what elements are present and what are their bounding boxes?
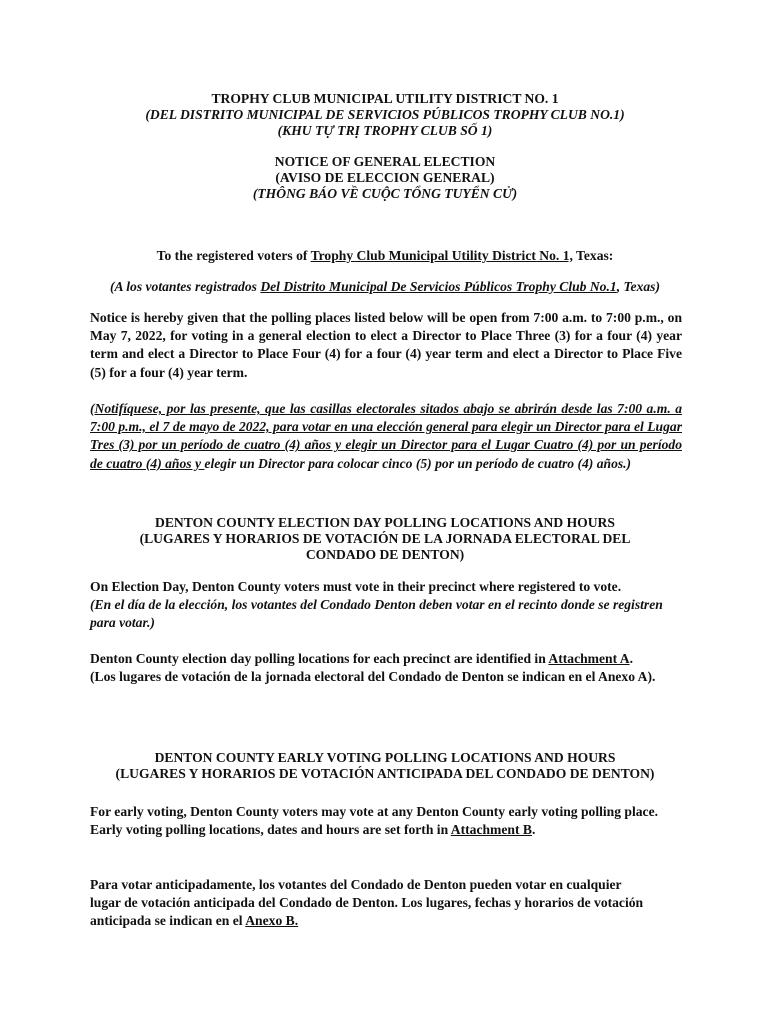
election-day-heading-es-2: CONDADO DE DENTON)	[305, 547, 465, 562]
notice-header	[0, 154, 770, 202]
early-voting-es-prefix: Para votar anticipadamente, los votantes del Condado de Denton pueden votar en cualquier lugar de votación anticipada del Condado de Denton. Los lugares, fechas y horarios de votación anticipada se indican en el	[90, 877, 644, 929]
early-voting-heading	[0, 750, 770, 782]
early-voting-text-en	[90, 803, 668, 839]
election-day-heading	[0, 515, 770, 563]
early-voting-text-es	[90, 876, 650, 931]
election-day-rule-en: On Election Day, Denton County voters must vote in their precinct where registered to vote.	[90, 579, 622, 594]
address-es-district: Del Distrito Municipal De Servicios Públicos Trophy Club No.1	[260, 278, 617, 294]
notice-title-en: NOTICE OF GENERAL ELECTION	[274, 154, 496, 169]
early-voting-en-suffix: .	[531, 822, 536, 838]
notice-body-es-underlined: (Notifíquese, por las presente, que las casillas electorales sitados abajo se abrirán desde las 7:00 a.m. a 7:00 p.m., el 7 de mayo de 2022, para votar en una elección general para elegir un Director para el Lugar Tres (3) por un período de cuatro (4) años y elegir un Director para el Lugar Cuatro (4) por un período de cuatro (4) años y	[90, 401, 682, 471]
district-title-en: TROPHY CLUB MUNICIPAL UTILITY DISTRICT NO. 1	[211, 91, 559, 106]
election-day-rule	[90, 578, 682, 633]
district-header	[0, 91, 770, 139]
election-day-locations-es: (Los lugares de votación de la jornada electoral del Condado de Denton se indican en el Anexo A).	[90, 669, 656, 685]
election-day-locations	[90, 650, 682, 686]
election-day-rule-es: (En el día de la elección, los votantes del Condado Denton deben votar en el recinto donde se registren para votar.)	[90, 597, 663, 631]
early-voting-heading-es: (LUGARES Y HORARIOS DE VOTACIÓN ANTICIPADA DEL CONDADO DE DENTON)	[115, 766, 655, 781]
attachment-a-link[interactable]: Attachment A	[548, 651, 630, 666]
district-title-vi: (KHU TỰ TRỊ TROPHY CLUB SỐ 1)	[277, 123, 493, 138]
address-es-prefix: (A los votantes registrados	[110, 278, 261, 294]
early-voting-heading-en: DENTON COUNTY EARLY VOTING POLLING LOCATIONS AND HOURS	[154, 750, 616, 765]
notice-body-es	[90, 400, 682, 473]
locations-en-suffix: .	[629, 651, 633, 666]
election-day-heading-es-1: (LUGARES Y HORARIOS DE VOTACIÓN DE LA JORNADA ELECTORAL DEL	[139, 531, 631, 546]
district-title-es: (DEL DISTRITO MUNICIPAL DE SERVICIOS PÚBLICOS TROPHY CLUB NO.1)	[145, 107, 625, 122]
address-en-suffix: Texas:	[572, 247, 614, 263]
anexo-b-link[interactable]: Anexo B.	[245, 913, 299, 929]
attachment-b-link[interactable]: Attachment B	[450, 822, 532, 838]
notice-title-es: (AVISO DE ELECCION GENERAL)	[275, 170, 495, 185]
early-voting-en-prefix: For early voting, Denton County voters may vote at any Denton County early voting polling place. Early voting polling locations, dates and hours are set forth in	[90, 804, 659, 838]
address-line-en	[0, 248, 770, 264]
notice-body-es-plain: elegir un Director para colocar cinco (5) por un período de cuatro (4) años.)	[204, 455, 632, 471]
election-day-heading-en: DENTON COUNTY ELECTION DAY POLLING LOCATIONS AND HOURS	[155, 515, 615, 530]
notice-title-vi: (THÔNG BÁO VỀ CUỘC TỔNG TUYỂN CỬ)	[252, 186, 518, 201]
notice-body-en: Notice is hereby given that the polling places listed below will be open from 7:00 a.m. to 7:00 p.m., on May 7, 2022, for voting in a general election to elect a Director to Place Three (3) for a four (4) year term and elect a Director to Place Four (4) for a four (4) year term and elect a Director to Place Five (5) for a four (4) year term.	[90, 310, 682, 380]
address-es-suffix: , Texas)	[616, 278, 660, 294]
locations-en-prefix: Denton County election day polling locations for each precinct are identified in	[90, 651, 549, 666]
address-en-district: Trophy Club Municipal Utility District No. 1,	[310, 247, 573, 263]
address-en-prefix: To the registered voters of	[156, 247, 311, 263]
election-day-locations-en	[90, 650, 682, 668]
address-line-es	[0, 279, 770, 295]
